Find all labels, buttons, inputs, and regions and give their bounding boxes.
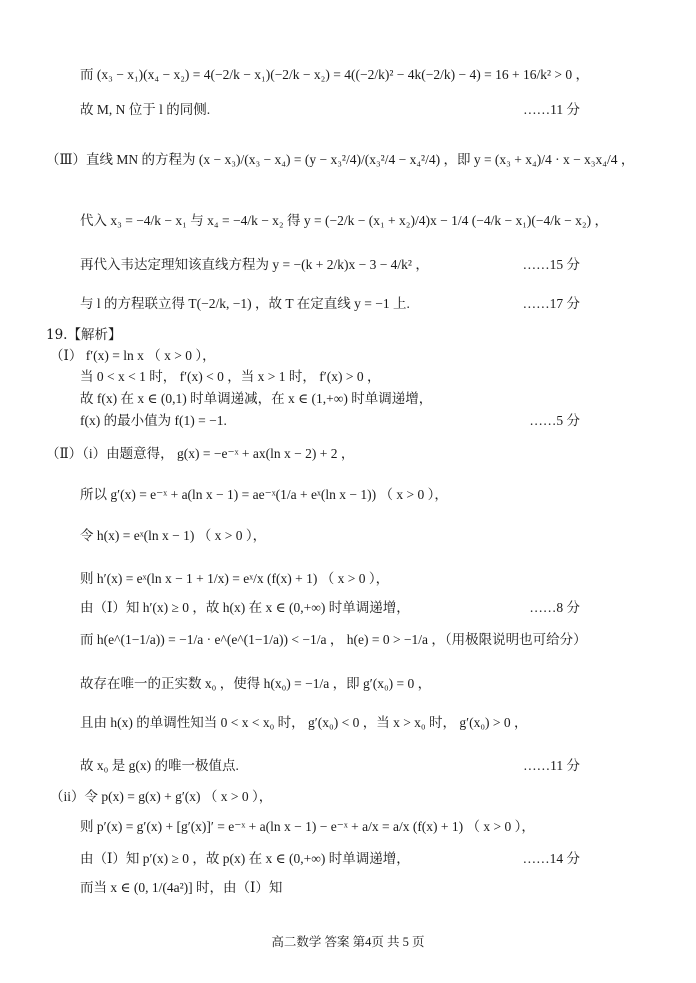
line-same-side-conclusion: 故 M, N 位于 l 的同侧. [80,102,211,117]
page-footer: 高二数学 答案 第4页 共 5 页 [271,935,425,949]
problem-19-heading: 19.【解析】 [46,327,122,343]
line-19-1-sign: 当 0 < x < 1 时， f′(x) < 0 ，当 x > 1 时， f′(x) > 0 ， [80,369,381,384]
line-19-2i-gprime: 所以 g′(x) = e⁻ˣ + a(ln x − 1) = ae⁻ˣ(1/a + eˣ(ln x − 1)) （ x > 0 ）， [80,487,448,502]
line-19-2ii-p-increasing: 由（Ⅰ）知 p′(x) ≥ 0 ，故 p(x) 在 x ∈ (0,+∞) 时单调递增， [80,851,410,866]
line-19-2i-unique-x0: 故存在唯一的正实数 x₀ ，使得 h(x₀) = −1/a ，即 g′(x₀) = 0 ， [80,676,432,691]
score-17: ……17 分 [522,296,580,311]
line-19-2i-sign-gprime: 且由 h(x) 的单调性知当 0 < x < x₀ 时， g′(x₀) < 0 ，当 x > x₀ 时， g′(x₀) > 0 ， [80,715,528,730]
score-5: ……5 分 [529,413,580,428]
line-19-1-derivative: （Ⅰ） f′(x) = ln x （ x > 0 ）， [50,348,216,363]
line-fixed-line-T: 与 l 的方程联立得 T(−2/k, −1) ，故 T 在定直线 y = −1 上. [80,296,410,311]
line-vieta-substitution: 再代入韦达定理知该直线方程为 y = −(k + 2/k)x − 3 − 4/k² ， [80,257,429,272]
line-inequality-check: 而 (x₃ − x₁)(x₄ − x₂) = 4(−2/k − x₁)(−2/k − x₂) = 4((−2/k)² − 4k(−2/k) − 4) = 16 + 16/k² > 0 ， [80,67,589,82]
line-19-2i-hx: 令 h(x) = eˣ(ln x − 1) （ x > 0 ）， [80,528,267,543]
line-substitute-x3-x4: 代入 x₃ = −4/k − x₁ 与 x₄ = −4/k − x₂ 得 y = (−2/k − (x₁ + x₂)/4)x − 1/4 (−4/k − x₁)(−4/k − x₂) ， [80,213,608,228]
line-19-1-monotonic: 故 f(x) 在 x ∈ (0,1) 时单调递减，在 x ∈ (1,+∞) 时单调递增， [80,391,433,406]
line-19-2ii-px: （ii）令 p(x) = g(x) + g′(x) （ x > 0 ）， [50,789,273,804]
score-15: ……15 分 [522,257,580,272]
line-19-2i-extremum: 故 x₀ 是 g(x) 的唯一极值点. [80,758,239,773]
score-14: ……14 分 [522,851,580,866]
line-part3-mn-equation: （Ⅲ）直线 MN 的方程为 (x − x₃)/(x₃ − x₄) = (y − x₃²/4)/(x₃²/4 − x₄²/4) ，即 y = (x₃ + x₄)/4 · x − x₃x₄/4 ， [46,152,635,167]
score-11-part2: ……11 分 [523,102,580,117]
line-19-2i-gx: （Ⅱ）（i）由题意得， g(x) = −e⁻ˣ + ax(ln x − 2) + 2 ， [46,446,355,461]
line-19-1-minimum: f(x) 的最小值为 f(1) = −1. [80,413,227,428]
line-19-2ii-interval: 而当 x ∈ (0, 1/(4a²)] 时，由（Ⅰ）知 [80,880,283,895]
score-8: ……8 分 [529,600,580,615]
line-19-2ii-pprime: 则 p′(x) = g′(x) + [g′(x)]′ = e⁻ˣ + a(ln x − 1) − e⁻ˣ + a/x = a/x (f(x) + 1) （ x > 0 ）， [80,819,535,834]
line-19-2i-h-values: 而 h(e^(1−1/a)) = −1/a · e^(e^(1−1/a)) < −1/a ， h(e) = 0 > −1/a ，（用极限说明也可给分） [80,632,587,647]
line-19-2i-h-increasing: 由（Ⅰ）知 h′(x) ≥ 0 ，故 h(x) 在 x ∈ (0,+∞) 时单调递增， [80,600,410,615]
score-11-part19: ……11 分 [523,758,580,773]
line-19-2i-hprime: 则 h′(x) = eˣ(ln x − 1 + 1/x) = eˣ/x (f(x) + 1) （ x > 0 ）， [80,571,390,586]
